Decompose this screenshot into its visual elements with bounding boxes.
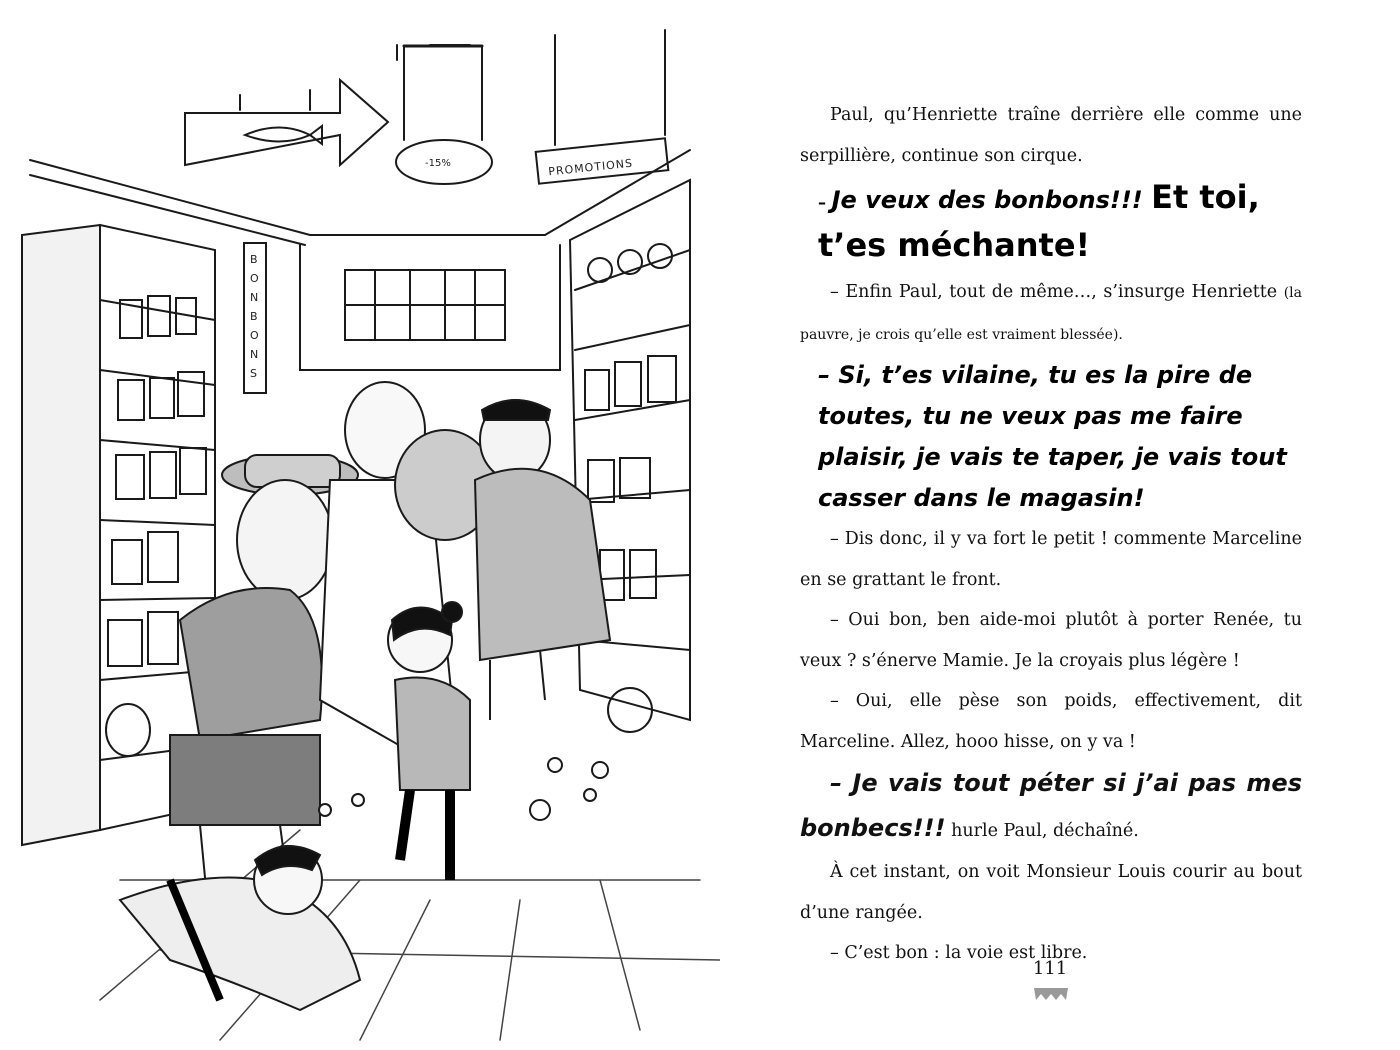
paragraph-6: – Oui bon, ben aide-moi plutôt à porter Renée, tu veux ? s’énerve Mamie. Je la croyais plus légère !	[800, 610, 1302, 671]
shout-part-a: Je veux des bonbons!!!	[831, 186, 1152, 214]
bonbons-letter: N	[250, 348, 259, 361]
paragraph-3-main: – Enfin Paul, tout de même…, s’insurge Henriette	[830, 282, 1284, 302]
paragraph-3	[800, 272, 1302, 355]
paragraph-10: – C’est bon : la voie est libre.	[830, 943, 1088, 963]
bonbons-vertical-sign	[250, 253, 259, 380]
bonbons-letter: B	[250, 310, 258, 323]
paragraph-9: À cet instant, on voit Monsieur Louis courir au bout d’une rangée.	[800, 862, 1302, 923]
price-sign-text: -15%	[425, 158, 451, 169]
paragraph-5: – Dis donc, il y va fort le petit ! commente Marceline en se grattant le front.	[800, 529, 1302, 590]
bonbons-letter: O	[250, 329, 259, 342]
paragraph-8-rest: hurle Paul, déchaîné.	[945, 821, 1139, 841]
bonbons-letter: S	[250, 367, 257, 380]
promotions-sign-text: PROMOTIONS	[547, 156, 634, 179]
dash: –	[818, 193, 832, 212]
paragraph-3-aside: (la pauvre, je crois qu’elle est vraiment blessée).	[800, 285, 1302, 343]
paragraph-8	[800, 762, 1302, 852]
text-page	[800, 95, 1302, 974]
page-number: 111	[1032, 958, 1068, 979]
paragraph-2-shout	[818, 176, 1302, 272]
bonbons-letter: N	[250, 291, 259, 304]
bonbons-letter: O	[250, 272, 259, 285]
page-ornament-icon	[1034, 988, 1068, 1002]
paragraph-1: Paul, qu’Henriette traîne derrière elle comme une serpillière, continue son cirque.	[800, 105, 1302, 166]
paragraph-4-shout: – Si, t’es vilaine, tu es la pire de toutes, tu ne veux pas me faire plaisir, je vais te taper, je vais tout casser dans le magasin!	[818, 361, 1287, 512]
paragraph-8-shout: – Je vais tout péter si j’ai pas mes bonbecs!!!	[800, 769, 1302, 842]
bonbons-letter: B	[250, 253, 258, 266]
shout-part-b: Et toi, t’es méchante!	[818, 178, 1260, 264]
paragraph-7: – Oui, elle pèse son poids, effectivement, dit Marceline. Allez, hooo hisse, on y va !	[800, 691, 1302, 752]
